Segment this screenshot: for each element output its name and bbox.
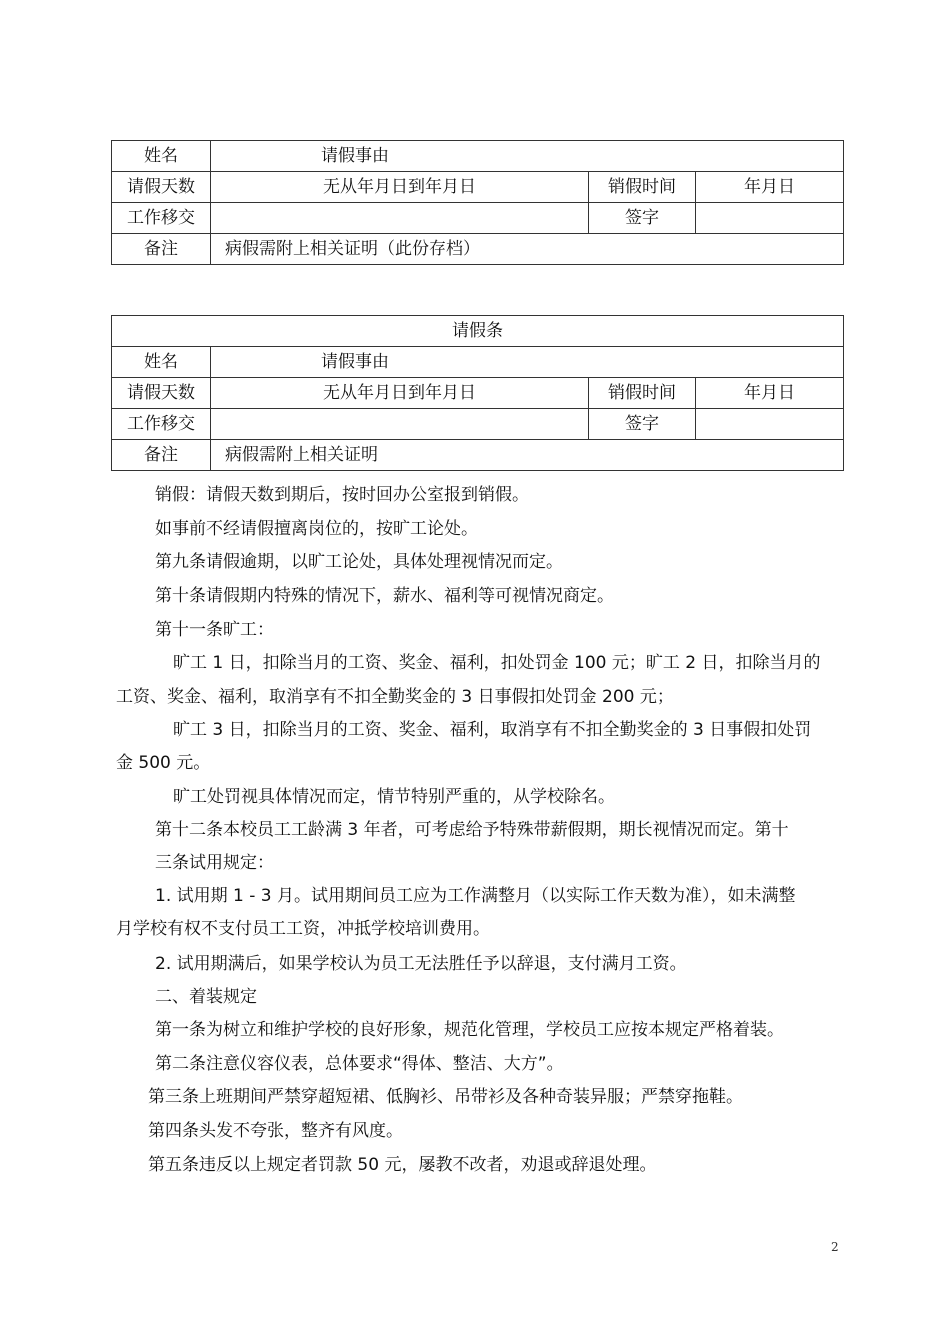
table-row bbox=[112, 440, 844, 471]
table-row bbox=[112, 378, 844, 409]
note-text: 病假需附上相关证明（此份存档） bbox=[211, 234, 844, 265]
paragraph-line: 旷工 3 日，扣除当月的工资、奖金、福利，取消享有不扣全勤奖金的 3 日事假扣处罚 bbox=[173, 720, 812, 740]
note-label: 备注 bbox=[112, 234, 211, 265]
cancel-time-label: 销假时间 bbox=[589, 378, 696, 409]
paragraph-line: 第十二条本校员工工龄满 3 年者，可考虑给予特殊带薪假期，期长视情况而定。第十 bbox=[155, 820, 789, 840]
handover-value bbox=[211, 203, 589, 234]
paragraph-line: 第一条为树立和维护学校的良好形象，规范化管理，学校员工应按本规定严格着装。 bbox=[155, 1020, 784, 1040]
list-item: 1. 试用期 1 - 3 月。试用期间员工应为工作满整月（以实际工作天数为准），如未满整 bbox=[155, 886, 796, 906]
reason-label: 请假事由 bbox=[211, 141, 844, 172]
paragraph-line: 旷工 1 日，扣除当月的工资、奖金、福利，扣处罚金 100 元；旷工 2 日，扣除当月的 bbox=[173, 653, 821, 673]
paragraph-line: 第三条上班期间严禁穿超短裙、低胸衫、吊带衫及各种奇装异服；严禁穿拖鞋。 bbox=[148, 1087, 743, 1107]
section-heading: 二、着装规定 bbox=[155, 987, 257, 1007]
paragraph-line: 如事前不经请假擅离岗位的，按旷工论处。 bbox=[155, 519, 478, 539]
note-label: 备注 bbox=[112, 440, 211, 471]
table-row bbox=[112, 316, 844, 347]
handover-label: 工作移交 bbox=[112, 203, 211, 234]
name-label: 姓名 bbox=[112, 347, 211, 378]
leave-days-label: 请假天数 bbox=[112, 378, 211, 409]
handover-label: 工作移交 bbox=[112, 409, 211, 440]
table-title: 请假条 bbox=[112, 316, 844, 347]
paragraph-line: 第二条注意仪容仪表，总体要求“得体、整洁、大方”。 bbox=[155, 1054, 564, 1074]
table-row bbox=[112, 409, 844, 440]
table-row bbox=[112, 347, 844, 378]
paragraph-line: 第五条违反以上规定者罚款 50 元，屡教不改者，劝退或辞退处理。 bbox=[148, 1155, 657, 1175]
cancel-time-label: 销假时间 bbox=[589, 172, 696, 203]
leave-days-label: 请假天数 bbox=[112, 172, 211, 203]
paragraph-line: 销假：请假天数到期后，按时回办公室报到销假。 bbox=[155, 485, 529, 505]
signature-value bbox=[696, 203, 844, 234]
leave-form-table bbox=[111, 315, 844, 471]
paragraph-line: 三条试用规定： bbox=[155, 853, 274, 873]
handover-value bbox=[211, 409, 589, 440]
table-row bbox=[112, 234, 844, 265]
table-row bbox=[112, 172, 844, 203]
signature-label: 签字 bbox=[589, 409, 696, 440]
date-range-text: 无从年月日到年月日 bbox=[211, 378, 589, 409]
paragraph-line: 第十一条旷工： bbox=[155, 620, 274, 640]
page-number: 2 bbox=[831, 1240, 839, 1254]
cancel-time-value: 年月日 bbox=[696, 172, 844, 203]
signature-value bbox=[696, 409, 844, 440]
paragraph-line: 月学校有权不支付员工工资，冲抵学校培训费用。 bbox=[116, 919, 490, 939]
signature-label: 签字 bbox=[589, 203, 696, 234]
leave-form-table-archive bbox=[111, 140, 844, 265]
paragraph-line: 第十条请假期内特殊的情况下，薪水、福利等可视情况商定。 bbox=[155, 586, 614, 606]
paragraph-line: 旷工处罚视具体情况而定，情节特别严重的，从学校除名。 bbox=[173, 787, 615, 807]
table-row bbox=[112, 141, 844, 172]
reason-label: 请假事由 bbox=[211, 347, 844, 378]
list-item: 2. 试用期满后，如果学校认为员工无法胜任予以辞退，支付满月工资。 bbox=[155, 954, 687, 974]
paragraph-line: 第九条请假逾期，以旷工论处，具体处理视情况而定。 bbox=[155, 552, 563, 572]
name-label: 姓名 bbox=[112, 141, 211, 172]
paragraph-line: 第四条头发不夸张，整齐有风度。 bbox=[148, 1121, 403, 1141]
paragraph-line: 工资、奖金、福利，取消享有不扣全勤奖金的 3 日事假扣处罚金 200 元； bbox=[116, 687, 674, 707]
table-row bbox=[112, 203, 844, 234]
cancel-time-value: 年月日 bbox=[696, 378, 844, 409]
note-text: 病假需附上相关证明 bbox=[211, 440, 844, 471]
date-range-text: 无从年月日到年月日 bbox=[211, 172, 589, 203]
paragraph-line: 金 500 元。 bbox=[116, 753, 211, 773]
